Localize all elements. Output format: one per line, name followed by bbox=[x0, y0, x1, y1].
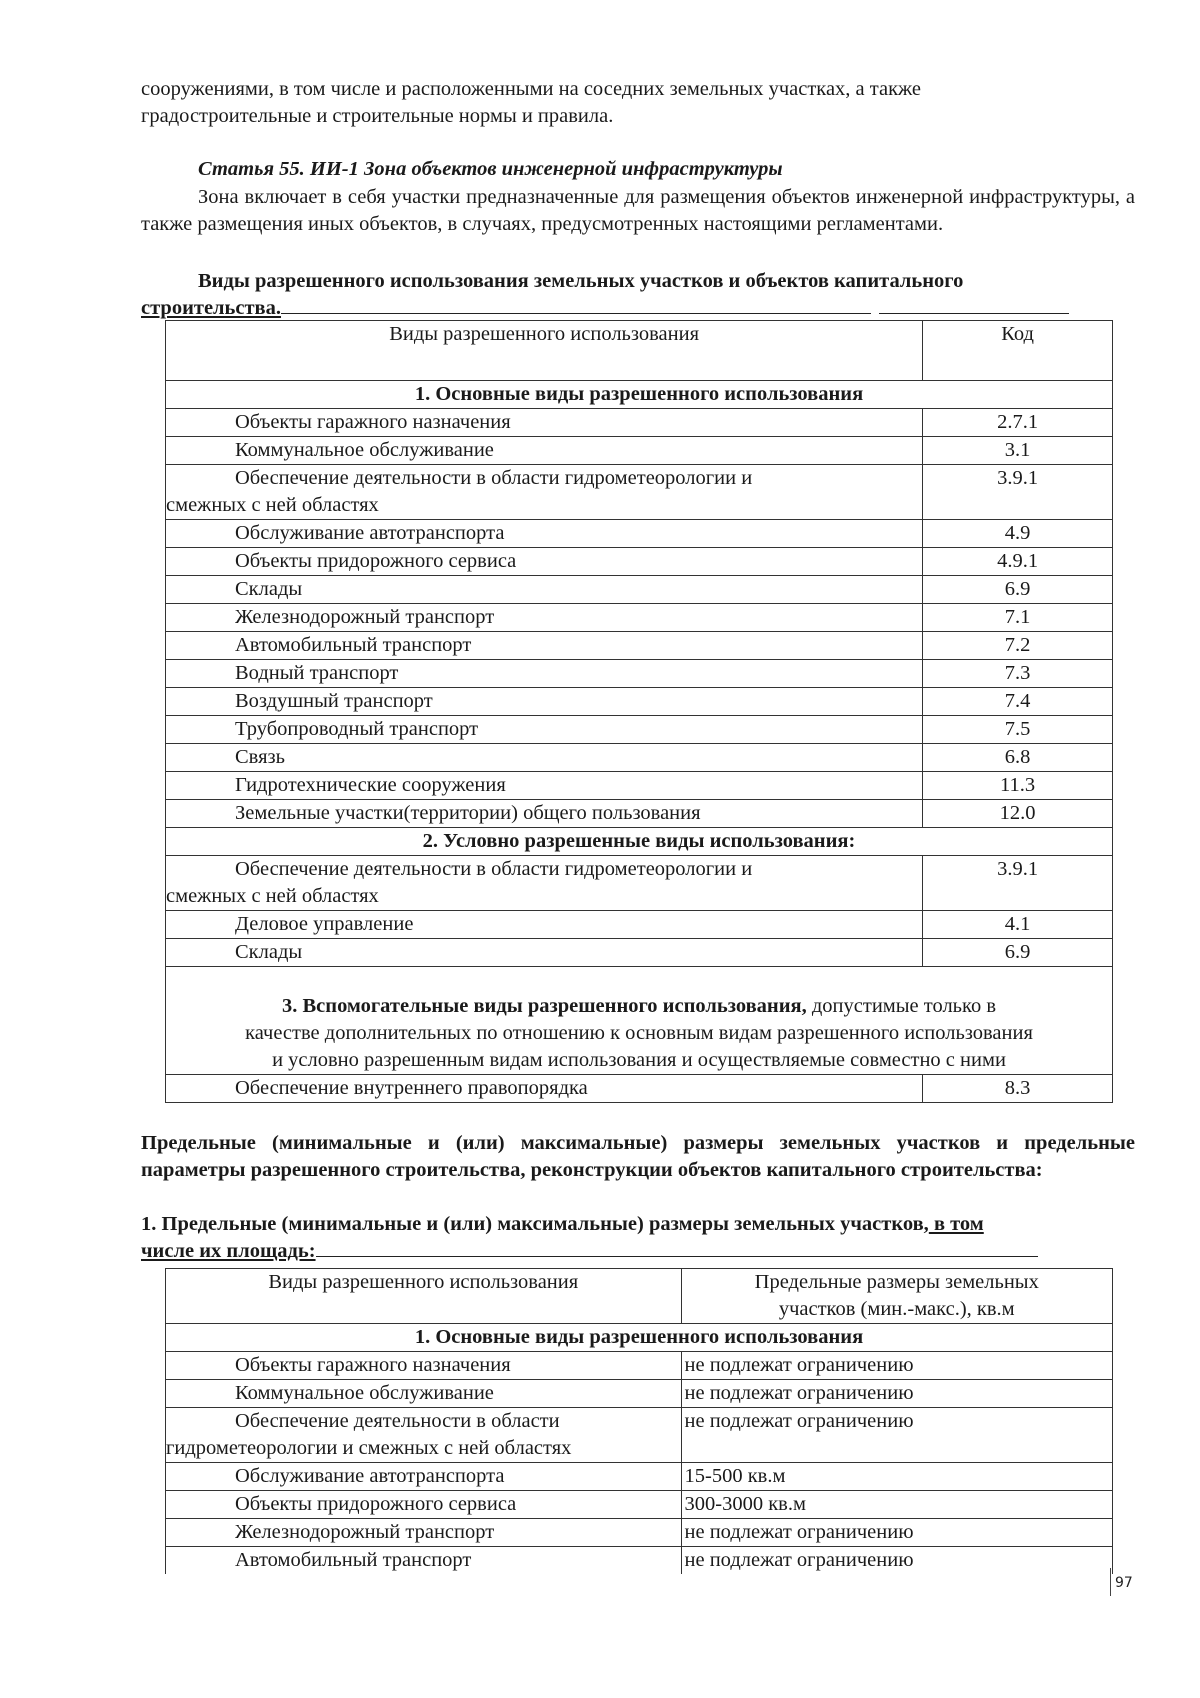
table-row bbox=[166, 1463, 1113, 1491]
use-name bbox=[166, 1408, 682, 1463]
use-code: 7.4 bbox=[923, 688, 1113, 716]
article-description: Зона включает в себя участки предназначенные для размещения объектов инженерной инфраструктуры, а также размещения иных объектов, в случаях, предусмотренных настоящими регламентами. bbox=[141, 186, 1135, 235]
use-name-line-1: Обеспечение деятельности в области bbox=[235, 1410, 560, 1432]
col-header-size bbox=[681, 1269, 1112, 1324]
use-code: 3.9.1 bbox=[923, 856, 1113, 911]
table-row bbox=[166, 911, 1113, 939]
use-code: 6.9 bbox=[923, 576, 1113, 604]
size-value: 15-500 кв.м bbox=[681, 1463, 1112, 1491]
use-name: Обслуживание автотранспорта bbox=[166, 520, 923, 548]
table-row bbox=[166, 939, 1113, 967]
use-name-line-1: Обеспечение деятельности в области гидрометеорологии и bbox=[235, 858, 753, 880]
use-name: Обеспечение внутреннего правопорядка bbox=[166, 1075, 923, 1103]
table-row bbox=[166, 632, 1113, 660]
use-name: Деловое управление bbox=[166, 911, 923, 939]
uses-heading bbox=[141, 268, 1135, 295]
section-row bbox=[166, 828, 1113, 856]
intro-line-1: сооружениями, в том числе и расположенными на соседних земельных участках, а также bbox=[141, 78, 922, 100]
use-code: 7.3 bbox=[923, 660, 1113, 688]
use-code: 2.7.1 bbox=[923, 409, 1113, 437]
table-row bbox=[166, 604, 1113, 632]
section-3-line-3: и условно разрешенным видам использования и осуществляемые совместно с ними bbox=[272, 1049, 1006, 1071]
plot-size-limits-table bbox=[165, 1268, 1113, 1574]
use-code: 8.3 bbox=[923, 1075, 1113, 1103]
use-name: Трубопроводный транспорт bbox=[166, 716, 923, 744]
page-number: 97 bbox=[1115, 1575, 1133, 1591]
limits-subheading-underlined-1: в том bbox=[928, 1213, 984, 1235]
section-title-auxiliary bbox=[166, 967, 1113, 1075]
use-name-line-2: гидрометеорологии и смежных с ней областях bbox=[166, 1437, 572, 1459]
use-code: 4.1 bbox=[923, 911, 1113, 939]
use-name: Гидротехнические сооружения bbox=[166, 772, 923, 800]
section-3-bold: 3. Вспомогательные виды разрешенного использования, bbox=[281, 995, 807, 1017]
section-row bbox=[166, 1324, 1113, 1352]
table-row bbox=[166, 1547, 1113, 1575]
size-value: не подлежат ограничению bbox=[681, 1547, 1112, 1575]
section-3-rest: допустимые только в bbox=[806, 995, 996, 1017]
use-name: Водный транспорт bbox=[166, 660, 923, 688]
use-name: Автомобильный транспорт bbox=[166, 1547, 682, 1575]
table-row bbox=[166, 716, 1113, 744]
fill-line bbox=[316, 1256, 1038, 1257]
table-row bbox=[166, 1352, 1113, 1380]
table-row bbox=[166, 856, 1113, 911]
section-title: 1. Основные виды разрешенного использования bbox=[166, 1324, 1113, 1352]
use-name: Воздушный транспорт bbox=[166, 688, 923, 716]
use-code: 4.9.1 bbox=[923, 548, 1113, 576]
use-code: 7.5 bbox=[923, 716, 1113, 744]
size-value: не подлежат ограничению bbox=[681, 1408, 1112, 1463]
use-name bbox=[166, 856, 923, 911]
uses-heading-line-2: строительства. bbox=[141, 297, 282, 319]
size-value: не подлежат ограничению bbox=[681, 1352, 1112, 1380]
table-row bbox=[166, 772, 1113, 800]
col-header-code: Код bbox=[923, 321, 1113, 381]
table-row bbox=[166, 1380, 1113, 1408]
col-header-size-line-1: Предельные размеры земельных bbox=[754, 1271, 1039, 1293]
use-name: Объекты придорожного сервиса bbox=[166, 548, 923, 576]
use-name: Склады bbox=[166, 576, 923, 604]
use-name-line-2: смежных с ней областях bbox=[166, 494, 379, 516]
table-row bbox=[166, 1408, 1113, 1463]
fill-line bbox=[879, 313, 1069, 314]
intro-line-2: градостроительные и строительные нормы и правила. bbox=[141, 105, 614, 127]
table-row bbox=[166, 409, 1113, 437]
use-code: 3.9.1 bbox=[923, 465, 1113, 520]
use-name: Объекты гаражного назначения bbox=[166, 409, 923, 437]
size-value: не подлежат ограничению bbox=[681, 1519, 1112, 1547]
size-value: не подлежат ограничению bbox=[681, 1380, 1112, 1408]
table-row bbox=[166, 688, 1113, 716]
use-name: Коммунальное обслуживание bbox=[166, 1380, 682, 1408]
use-name-line-1: Обеспечение деятельности в области гидрометеорологии и bbox=[235, 467, 753, 489]
uses-heading-cont bbox=[141, 295, 1135, 322]
use-name: Железнодорожный транспорт bbox=[166, 604, 923, 632]
use-code: 6.9 bbox=[923, 939, 1113, 967]
use-name: Земельные участки(территории) общего пользования bbox=[166, 800, 923, 828]
table-row bbox=[166, 800, 1113, 828]
section-row bbox=[166, 967, 1113, 1075]
limits-subheading-underlined-2: числе их площадь: bbox=[141, 1240, 316, 1262]
fill-line bbox=[281, 313, 871, 314]
use-code: 7.2 bbox=[923, 632, 1113, 660]
table-row bbox=[166, 437, 1113, 465]
use-name: Склады bbox=[166, 939, 923, 967]
table-row bbox=[166, 576, 1113, 604]
use-code: 4.9 bbox=[923, 520, 1113, 548]
table-row bbox=[166, 520, 1113, 548]
uses-heading-line-1: Виды разрешенного использования земельных участков и объектов капитального bbox=[198, 270, 964, 292]
use-name-line-2: смежных с ней областях bbox=[166, 885, 379, 907]
size-value: 300-3000 кв.м bbox=[681, 1491, 1112, 1519]
page-number-rule bbox=[1110, 1568, 1111, 1596]
use-code: 3.1 bbox=[923, 437, 1113, 465]
table-row bbox=[166, 1519, 1113, 1547]
table-row bbox=[166, 744, 1113, 772]
use-name: Объекты гаражного назначения bbox=[166, 1352, 682, 1380]
use-name: Коммунальное обслуживание bbox=[166, 437, 923, 465]
col-header-name: Виды разрешенного использования bbox=[166, 1269, 682, 1324]
permitted-uses-table bbox=[165, 320, 1113, 1103]
section-3-line-2: качестве дополнительных по отношению к основным видам разрешенного использования bbox=[245, 1022, 1033, 1044]
use-name: Обслуживание автотранспорта bbox=[166, 1463, 682, 1491]
use-name bbox=[166, 465, 923, 520]
table-row bbox=[166, 1075, 1113, 1103]
section-title: 2. Условно разрешенные виды использования: bbox=[166, 828, 1113, 856]
intro-paragraph bbox=[141, 76, 1135, 130]
limits-heading: Предельные (минимальные и (или) максимальные) размеры земельных участков и предельные параметры разрешенного строительства, реконструкции объектов капитального строительства: bbox=[141, 1132, 1135, 1181]
table-row bbox=[166, 660, 1113, 688]
table-header-row bbox=[166, 321, 1113, 381]
use-name: Железнодорожный транспорт bbox=[166, 1519, 682, 1547]
limits-subheading bbox=[141, 1211, 1135, 1265]
table-row bbox=[166, 465, 1113, 520]
use-name: Связь bbox=[166, 744, 923, 772]
use-code: 6.8 bbox=[923, 744, 1113, 772]
table-header-row bbox=[166, 1269, 1113, 1324]
use-name: Объекты придорожного сервиса bbox=[166, 1491, 682, 1519]
use-name: Автомобильный транспорт bbox=[166, 632, 923, 660]
col-header-size-line-2: участков (мин.-макс.), кв.м bbox=[778, 1298, 1015, 1320]
col-header-name: Виды разрешенного использования bbox=[166, 321, 923, 381]
table-row bbox=[166, 1491, 1113, 1519]
section-title: 1. Основные виды разрешенного использования bbox=[166, 381, 1113, 409]
use-code: 11.3 bbox=[923, 772, 1113, 800]
limits-subheading-text: 1. Предельные (минимальные и (или) максимальные) размеры земельных участков, bbox=[141, 1213, 929, 1235]
use-code: 7.1 bbox=[923, 604, 1113, 632]
use-code: 12.0 bbox=[923, 800, 1113, 828]
article-title: Статья 55. ИИ-1 Зона объектов инженерной инфраструктуры bbox=[198, 158, 783, 180]
section-row bbox=[166, 381, 1113, 409]
table-row bbox=[166, 548, 1113, 576]
